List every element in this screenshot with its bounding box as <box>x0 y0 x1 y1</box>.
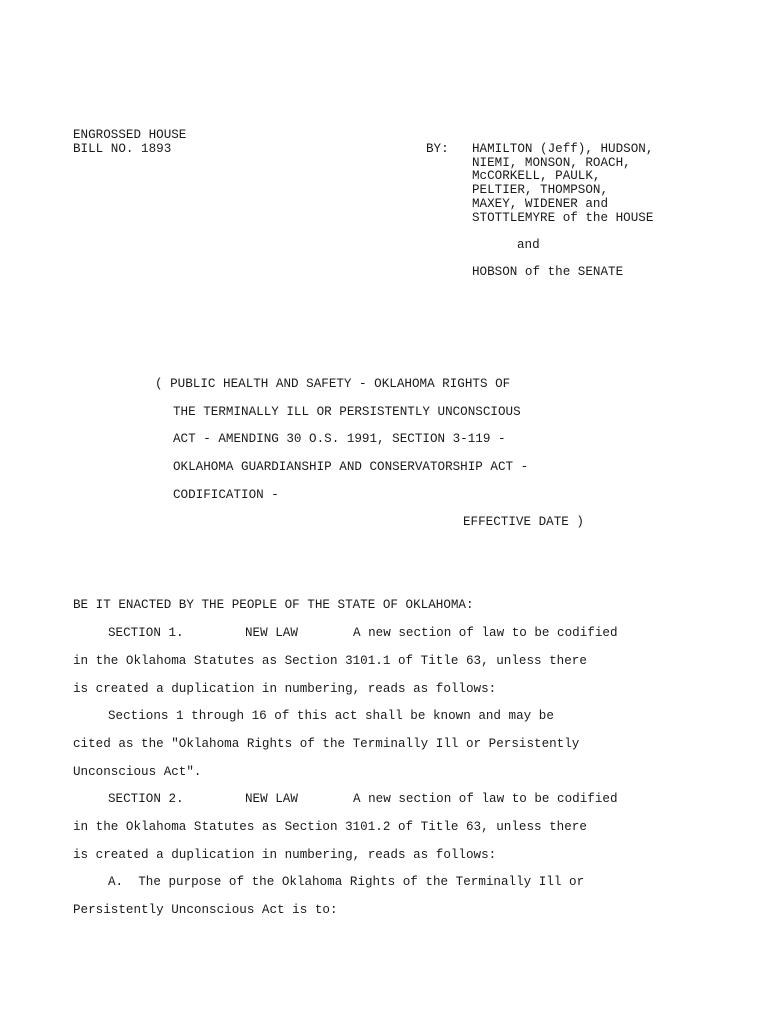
sponsor-line: STOTTLEMYRE of the HOUSE <box>472 210 654 225</box>
bill-title-line-1: ENGROSSED HOUSE <box>73 128 187 142</box>
section-1-intro-line: is created a duplication in numbering, reads as follows: <box>73 682 497 696</box>
section-2-heading: SECTION 2. <box>108 792 184 806</box>
section-1-text-first: Sections 1 through 16 of this act shall be known and may be <box>108 709 554 723</box>
caption-line-4: OKLAHOMA GUARDIANSHIP AND CONSERVATORSHIP ACT - <box>173 460 529 474</box>
section-2-text-first: A. The purpose of the Oklahoma Rights of the Terminally Ill or <box>108 875 585 889</box>
sponsor-line: McCORKELL, PAULK, <box>472 169 601 184</box>
sponsor-line: NIEMI, MONSON, ROACH, <box>472 155 631 170</box>
and-text: and <box>517 238 540 252</box>
effective-date: EFFECTIVE DATE ) <box>463 515 584 529</box>
house-sponsors <box>472 143 653 225</box>
bill-title <box>73 129 186 156</box>
sponsor-line: MAXEY, WIDENER and <box>472 196 609 211</box>
section-1-heading: SECTION 1. <box>108 626 184 640</box>
senate-sponsor: HOBSON of the SENATE <box>472 265 624 279</box>
sponsor-line: HAMILTON (Jeff), HUDSON, <box>472 142 654 156</box>
section-2-text-line: Persistently Unconscious Act is to: <box>73 903 338 917</box>
section-1-intro-first: A new section of law to be codified <box>353 626 618 640</box>
caption-line-1: ( PUBLIC HEALTH AND SAFETY - OKLAHOMA RIGHTS OF <box>155 377 511 391</box>
section-1-intro-line: in the Oklahoma Statutes as Section 3101.1 of Title 63, unless there <box>73 654 587 668</box>
section-2-intro-line: is created a duplication in numbering, reads as follows: <box>73 848 497 862</box>
bill-title-line-2: BILL NO. 1893 <box>73 141 172 156</box>
sponsor-line: PELTIER, THOMPSON, <box>472 183 609 198</box>
by-label: BY: <box>426 142 449 156</box>
enacting-clause: BE IT ENACTED BY THE PEOPLE OF THE STATE OF OKLAHOMA: <box>73 598 474 612</box>
caption-line-5: CODIFICATION - <box>173 488 279 502</box>
section-2-law-type: NEW LAW <box>245 792 298 806</box>
section-2-intro-first: A new section of law to be codified <box>353 792 618 806</box>
caption-line-2: THE TERMINALLY ILL OR PERSISTENTLY UNCONSCIOUS <box>173 405 521 419</box>
section-1-law-type: NEW LAW <box>245 626 298 640</box>
caption-line-3: ACT - AMENDING 30 O.S. 1991, SECTION 3-119 - <box>173 432 506 446</box>
section-1-text-line: Unconscious Act". <box>73 765 202 779</box>
section-1-text-line: cited as the "Oklahoma Rights of the Terminally Ill or Persistently <box>73 737 580 751</box>
section-2-intro-line: in the Oklahoma Statutes as Section 3101.2 of Title 63, unless there <box>73 820 587 834</box>
